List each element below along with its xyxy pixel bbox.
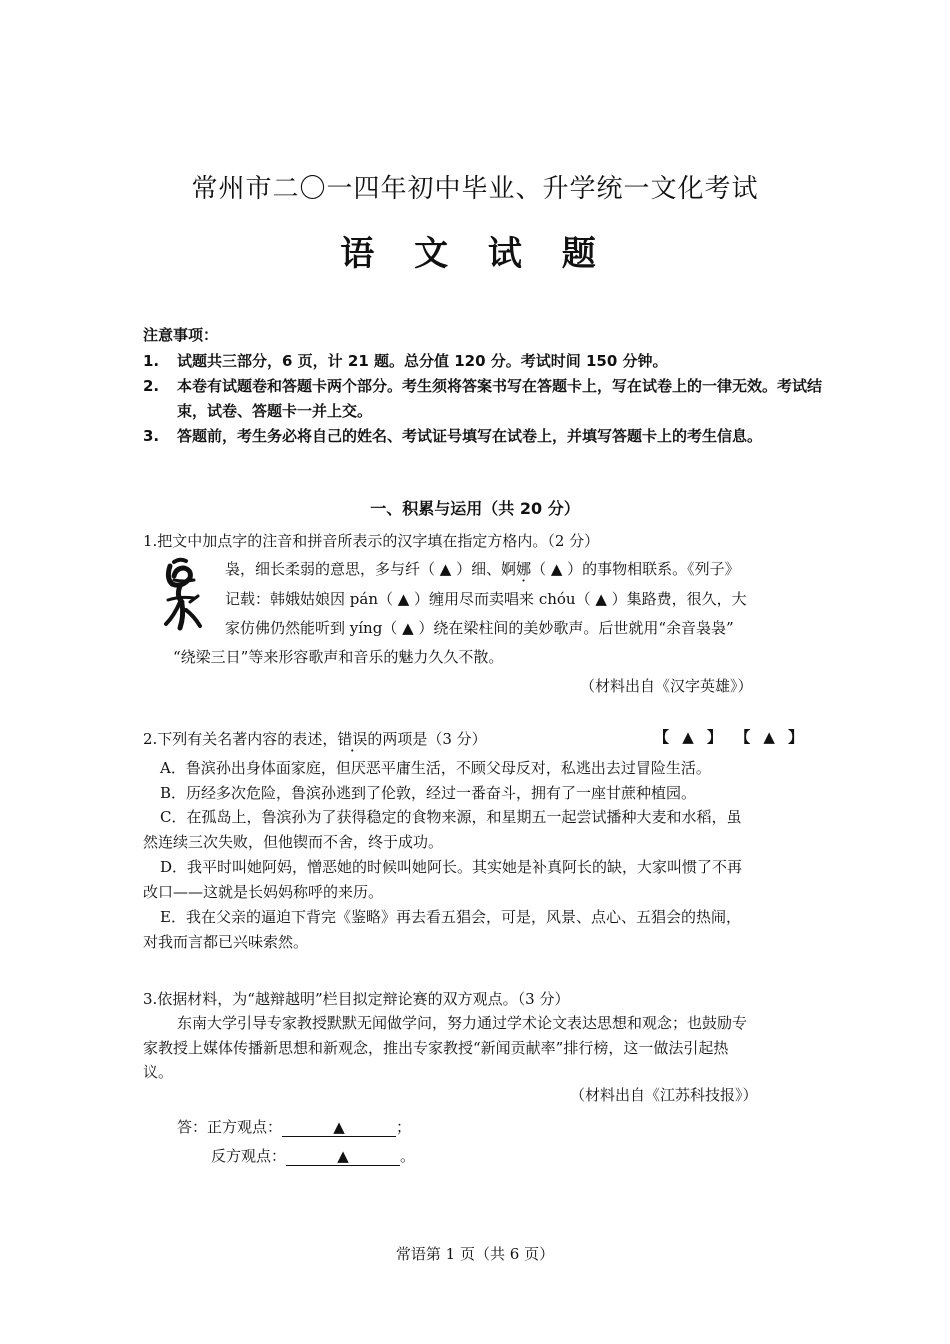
notice-item-text: 试题共三部分，6 页，计 21 题。总分值 120 分。考试时间 150 分钟。 <box>177 352 668 370</box>
question-2-prompt <box>143 728 487 749</box>
exam-title: 常州市二〇一四年初中毕业、升学统一文化考试 <box>191 174 759 204</box>
answer-pro-line <box>177 1116 411 1137</box>
option-line: C．在孤岛上，鲁滨孙为了获得稳定的食物来源，和星期五一起尝试播种大麦和水稻，虽 <box>160 808 742 826</box>
option-line: D．我平时叫她阿妈，憎恶她的时候叫她阿长。其实她是补真阿长的缺，大家叫惯了不再 <box>160 858 743 876</box>
question-1-line-part: 袅，细长柔弱的意思，多与纤（ ▲ ）细、婀 <box>225 560 517 578</box>
source-citation: （材料出自《江苏科技报》） <box>570 1086 758 1104</box>
question-1-line: 家仿佛仍然能听到 yíng（ ▲ ）绕在梁柱间的美妙歌声。后世就用“余音袅袅” <box>225 619 734 637</box>
notice-item-text: 本卷有试题卷和答题卡两个部分。考生须将答案书写在答题卡上，写在试卷上的一律无效。考试结束，试卷、答题卡一并上交。 <box>177 377 823 420</box>
notice-item <box>143 424 823 449</box>
material-line: 议。 <box>143 1063 174 1081</box>
question-1-line-part: （ ▲ ）的事物相联系。《列子》 <box>531 560 740 578</box>
source-citation: （材料出自《汉字英雄》） <box>580 677 753 695</box>
emphasized-word: 错误 <box>337 730 368 748</box>
exam-subtitle: 语 文 试 题 <box>340 234 610 274</box>
question-1-prompt: 1.把文中加点字的注音和拼音所表示的汉字填在指定方格内。（2 分） <box>143 532 600 550</box>
con-label: 反方观点： <box>211 1147 287 1165</box>
pro-line-end: ； <box>396 1118 412 1136</box>
pro-label: 正方观点： <box>207 1118 283 1136</box>
notice-item <box>143 349 823 374</box>
question-1-line <box>225 558 740 579</box>
question-1-line: 记载：韩娥姑娘因 pán（ ▲ ）缠用尽而卖唱来 chóu（ ▲ ）集路费，很久，大 <box>225 590 747 608</box>
option-line: E．我在父亲的逼迫下背完《鉴略》再去看五猖会，可是，风景、点心、五猖会的热闹， <box>160 908 741 926</box>
question-2-prompt-part: 的两项是（3 分） <box>367 730 487 748</box>
notice-item-number: 2. <box>143 377 160 395</box>
notice-item-number: 3. <box>143 427 160 445</box>
answer-brackets: 【 ▲ 】 【 ▲ 】 <box>654 728 808 746</box>
con-answer-blank[interactable]: ▲ <box>286 1147 400 1166</box>
question-2-prompt-part: 2.下列有关名著内容的表述， <box>143 730 338 748</box>
notice-item-number: 1. <box>143 352 160 370</box>
answer-con-line <box>211 1145 415 1166</box>
option-line: 对我而言都已兴味索然。 <box>143 933 309 951</box>
emphasized-character: 娜 <box>516 560 532 578</box>
option-line: 然连续三次失败，但他锲而不舍，终于成功。 <box>143 833 444 851</box>
option-line: B．历经多次危险，鲁滨孙逃到了伦敦，经过一番奋斗，拥有了一座甘蔗种植园。 <box>160 784 697 802</box>
option-line: A．鲁滨孙出身体面家庭，但厌恶平庸生活，不顾父母反对，私逃出去过冒险生活。 <box>160 759 711 777</box>
material-line: 家教授上媒体传播新思想和新观念，推出专家教授“新闻贡献率”排行榜，这一做法引起热 <box>143 1039 729 1057</box>
calligraphy-niao-image <box>160 556 206 632</box>
notice-item <box>143 374 823 424</box>
con-line-end: 。 <box>400 1147 416 1165</box>
answer-label: 答： <box>177 1118 208 1136</box>
section-heading: 一、积累与运用（共 20 分） <box>370 499 580 518</box>
option-line: 改口——这就是长妈妈称呼的来历。 <box>143 883 384 901</box>
question-1-line: “绕梁三日”等来形容歌声和音乐的魅力久久不散。 <box>173 648 504 666</box>
notice-item-text: 答题前，考生务必将自己的姓名、考试证号填写在试卷上，并填写答题卡上的考生信息。 <box>177 427 763 445</box>
pro-answer-blank[interactable]: ▲ <box>282 1118 396 1137</box>
page-footer: 常语第 1 页（共 6 页） <box>395 1245 555 1263</box>
notice-title: 注意事项： <box>143 326 219 344</box>
material-line: 东南大学引导专家教授默默无闻做学问，努力通过学术论文表达思想和观念；也鼓励专 <box>177 1014 748 1032</box>
question-3-prompt: 3.依据材料，为“越辩越明”栏目拟定辩论赛的双方观点。（3 分） <box>143 990 570 1008</box>
